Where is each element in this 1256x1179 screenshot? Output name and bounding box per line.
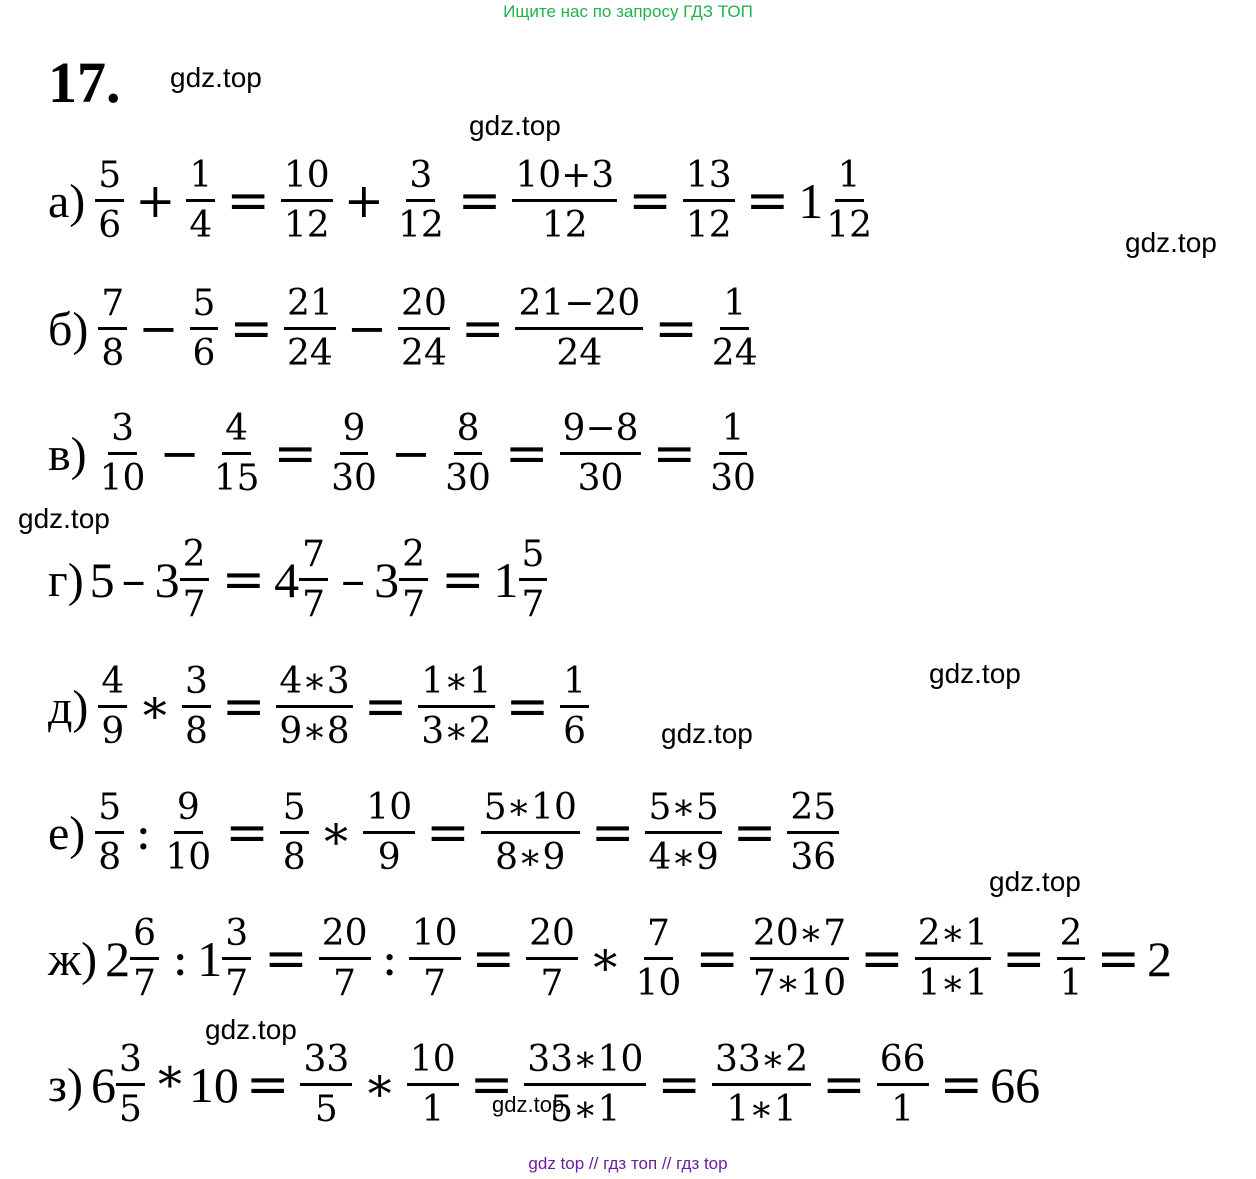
fraction-denominator: 30 (577, 458, 624, 499)
fraction-numerator: 5 (280, 790, 309, 834)
fraction-numerator: 21 (284, 286, 336, 330)
equation-row-a (48, 151, 881, 251)
row-label: б) (48, 302, 89, 356)
fraction-numerator: 4 (98, 664, 127, 708)
operator-sign: ∗ (319, 805, 353, 861)
fraction (645, 787, 721, 878)
equation-row-zh (48, 909, 1172, 1009)
fraction-numerator: 2 (1057, 916, 1086, 960)
operator-sign: ∗ (138, 679, 171, 735)
fraction-denominator: 7 (302, 584, 326, 625)
watermark: gdz.top (1125, 227, 1217, 258)
operator-sign: = (860, 929, 904, 989)
fraction-denominator: 8 (101, 333, 125, 374)
operator-sign: = (363, 677, 408, 737)
fraction (560, 408, 642, 499)
fraction (190, 283, 219, 374)
row-label: г) (48, 553, 84, 607)
fraction-denominator: 7 (521, 584, 545, 625)
fraction-denominator: 5∗1 (550, 1089, 621, 1130)
operator-sign: : (135, 805, 152, 861)
mixed-whole-part: 3 (154, 552, 180, 608)
operator-sign: – (121, 552, 146, 608)
fraction-denominator: 8 (282, 837, 306, 878)
mixed-number (274, 534, 332, 625)
fraction-denominator: 7 (133, 963, 157, 1004)
fraction-numerator: 20 (526, 916, 578, 960)
operator-sign: = (505, 677, 550, 737)
fraction-numerator: 2∗1 (915, 916, 991, 960)
fraction-denominator: 7 (333, 963, 357, 1004)
operator-sign: = (225, 803, 269, 863)
operator-sign: − (138, 301, 179, 357)
fraction (442, 408, 494, 499)
fraction (407, 1039, 459, 1130)
fraction-denominator: 8 (184, 711, 208, 752)
fraction-numerator: 7 (644, 916, 673, 960)
operator-sign: = (590, 803, 635, 863)
operator-sign: = (440, 550, 485, 610)
mixed-number (798, 155, 879, 246)
fraction-denominator: 1 (891, 1089, 915, 1130)
fraction (97, 408, 149, 499)
fraction-numerator: 9 (340, 411, 369, 455)
fraction-numerator: 20∗7 (750, 916, 849, 960)
fraction-numerator: 5∗5 (645, 790, 721, 834)
fraction-denominator: 12 (397, 205, 444, 246)
mixed-number (197, 913, 255, 1004)
mixed-whole-part: 3 (374, 552, 400, 608)
fraction-numerator: 8 (454, 411, 483, 455)
fraction-denominator: 24 (401, 333, 447, 374)
task-number: 17. (48, 50, 121, 115)
operator-sign: = (245, 1055, 290, 1115)
fraction (284, 283, 336, 374)
fraction-numerator: 33∗10 (524, 1042, 646, 1086)
watermark: gdz.top (492, 1092, 565, 1117)
operator-sign: – (341, 552, 366, 608)
fraction-denominator: 4∗9 (648, 837, 719, 878)
fraction-numerator: 5 (95, 790, 124, 834)
mixed-whole-part: 6 (90, 1057, 116, 1113)
fraction-numerator: 3 (222, 916, 251, 960)
fraction-denominator: 3∗2 (421, 711, 492, 752)
fraction (211, 408, 263, 499)
fraction-denominator: 10 (99, 458, 146, 499)
fraction-denominator: 24 (556, 333, 603, 374)
fraction (823, 155, 875, 246)
fraction-numerator: 9 (174, 790, 203, 834)
fraction-denominator: 4 (189, 205, 213, 246)
fraction (409, 913, 461, 1004)
fraction-numerator: 66 (877, 1042, 929, 1086)
fraction-numerator: 1 (186, 158, 215, 202)
fraction (98, 661, 127, 752)
fraction-numerator: 3 (108, 411, 137, 455)
fraction (526, 913, 578, 1004)
fraction-numerator: 1∗1 (418, 664, 494, 708)
fraction (524, 1039, 646, 1130)
bottom-banner[interactable]: gdz top // гдз топ // гдз top (528, 1154, 728, 1173)
fraction (280, 787, 309, 878)
operator-sign: = (457, 171, 502, 231)
watermark: gdz.top (170, 62, 262, 93)
fraction-numerator: 33 (300, 1042, 352, 1086)
operator-sign: = (822, 1055, 866, 1115)
watermark: gdz.top (469, 110, 561, 141)
fraction (399, 534, 428, 625)
fraction-denominator: 6 (192, 333, 216, 374)
operator-sign: = (745, 171, 790, 231)
fraction-numerator: 1 (560, 664, 589, 708)
operator-sign: = (732, 803, 777, 863)
fraction-numerator: 5∗10 (481, 790, 580, 834)
fraction (300, 1039, 352, 1130)
fraction (519, 534, 548, 625)
equation-row-e (48, 783, 843, 883)
mixed-whole-part: 1 (798, 173, 824, 229)
fraction (328, 408, 380, 499)
fraction (915, 913, 991, 1004)
fraction-denominator: 9 (101, 711, 125, 752)
operator-sign: = (504, 424, 549, 484)
fraction-numerator: 1 (719, 411, 748, 455)
fraction (299, 534, 328, 625)
fraction-numerator: 5 (190, 286, 219, 330)
fraction-denominator: 7 (182, 584, 206, 625)
fraction-numerator: 7 (299, 537, 328, 581)
operator-sign: = (471, 929, 516, 989)
operator-sign: = (1001, 929, 1046, 989)
fraction-numerator: 20 (319, 916, 371, 960)
watermark: gdz.top (989, 866, 1081, 897)
operator-sign: = (939, 1055, 984, 1115)
operator-sign: = (652, 424, 697, 484)
operator-sign: : (381, 931, 398, 987)
fraction (98, 283, 127, 374)
operator-sign: = (657, 1055, 701, 1115)
fraction (281, 155, 333, 246)
fraction (162, 787, 214, 878)
fraction-numerator: 4 (222, 411, 251, 455)
fraction-denominator: 12 (685, 205, 732, 246)
watermark: gdz.top (18, 503, 110, 534)
fraction (222, 913, 251, 1004)
fraction-denominator: 7∗10 (752, 963, 847, 1004)
fraction-denominator: 5 (314, 1089, 338, 1130)
row-label: в) (48, 427, 87, 481)
fraction-denominator: 36 (790, 837, 837, 878)
fraction-numerator: 10 (281, 158, 333, 202)
mixed-whole-part: 1 (493, 552, 519, 608)
fraction-numerator: 13 (683, 158, 735, 202)
fraction-denominator: 12 (283, 205, 330, 246)
operator-sign: − (390, 426, 432, 482)
fraction-numerator: 2 (180, 537, 209, 581)
whole-number: 2 (1147, 931, 1173, 987)
operator-sign: = (1096, 929, 1141, 989)
fraction (683, 155, 735, 246)
fraction (709, 283, 761, 374)
fraction-numerator: 7 (98, 286, 127, 330)
fraction-denominator: 12 (826, 205, 872, 246)
fraction-denominator: 30 (710, 458, 756, 499)
operator-sign: + (343, 173, 384, 229)
fraction-numerator: 3 (182, 664, 211, 708)
equation-row-g (48, 530, 553, 630)
fraction-denominator: 1 (1059, 963, 1083, 1004)
fraction-denominator: 9 (377, 837, 401, 878)
equation-row-z (48, 1035, 1040, 1135)
fraction-numerator: 1 (835, 158, 864, 202)
operator-sign: = (221, 550, 266, 610)
mixed-whole-part: 2 (105, 931, 131, 987)
fraction (130, 913, 159, 1004)
fraction-denominator: 5 (118, 1089, 142, 1130)
fraction-numerator: 3 (116, 1042, 145, 1086)
fraction (1057, 913, 1086, 1004)
fraction-denominator: 1∗1 (726, 1089, 797, 1130)
operator-sign: + (135, 173, 176, 229)
operator-sign: = (426, 803, 470, 863)
row-label: ж) (48, 932, 98, 986)
equation-row-v (48, 404, 763, 504)
fraction (319, 913, 371, 1004)
operator-sign: = (469, 1055, 514, 1115)
whole-number: 66 (990, 1057, 1041, 1113)
fraction-denominator: 7 (423, 963, 447, 1004)
equation-row-b (48, 279, 765, 379)
fraction (712, 1039, 811, 1130)
fraction-numerator: 2 (399, 537, 428, 581)
fraction-denominator: 9∗8 (279, 711, 350, 752)
operator-sign: : (172, 931, 189, 987)
whole-number: 5 (89, 552, 115, 608)
fraction-denominator: 7 (225, 963, 249, 1004)
fraction-denominator: 8 (98, 837, 122, 878)
fraction (186, 155, 215, 246)
mixed-whole-part: 4 (274, 552, 300, 608)
operator-sign: = (695, 929, 739, 989)
equation-row-d (48, 657, 593, 757)
fraction (560, 661, 589, 752)
fraction-denominator: 12 (541, 205, 588, 246)
fraction (512, 155, 617, 246)
fraction-numerator: 20 (398, 286, 450, 330)
fraction-denominator: 7 (540, 963, 564, 1004)
fraction (182, 661, 211, 752)
fraction-denominator: 7 (402, 584, 425, 625)
fraction (276, 661, 352, 752)
fraction-denominator: 10 (635, 963, 682, 1004)
row-label: е) (48, 806, 86, 860)
row-label: а) (48, 174, 86, 228)
fraction-numerator: 10 (409, 916, 461, 960)
fraction-numerator: 10 (407, 1042, 459, 1086)
operator-sign: = (221, 677, 266, 737)
operator-sign: * (157, 1057, 182, 1113)
fraction-numerator: 3 (406, 158, 435, 202)
fraction-denominator: 8∗9 (495, 837, 566, 878)
fraction-numerator: 4∗3 (276, 664, 352, 708)
fraction (95, 155, 124, 246)
fraction (877, 1039, 929, 1130)
fraction-numerator: 25 (787, 790, 839, 834)
fraction-denominator: 6 (98, 205, 122, 246)
watermark: gdz.top (205, 1014, 297, 1045)
watermark: gdz.top (929, 658, 1021, 689)
mixed-number (493, 534, 552, 625)
operator-sign: = (654, 299, 698, 359)
mixed-number (154, 534, 213, 625)
operator-sign: = (273, 424, 318, 484)
fraction-denominator: 10 (165, 837, 212, 878)
fraction (633, 913, 685, 1004)
fraction-numerator: 10+3 (512, 158, 617, 202)
top-banner[interactable]: Ищите нас по запросу ГДЗ ТОП (503, 2, 753, 21)
fraction-denominator: 30 (445, 458, 491, 499)
fraction (707, 408, 759, 499)
mixed-number (105, 913, 163, 1004)
fraction (95, 787, 124, 878)
operator-sign: ∗ (588, 931, 622, 987)
fraction-denominator: 15 (213, 458, 260, 499)
fraction-denominator: 24 (287, 333, 333, 374)
fraction-numerator: 5 (519, 537, 548, 581)
fraction-denominator: 24 (711, 333, 758, 374)
row-label: д) (48, 680, 89, 734)
fraction-numerator: 10 (363, 790, 415, 834)
operator-sign: − (346, 301, 388, 357)
fraction-denominator: 6 (563, 711, 587, 752)
fraction-numerator: 9−8 (560, 411, 642, 455)
fraction-numerator: 6 (130, 916, 159, 960)
watermark: gdz.top (661, 718, 753, 749)
fraction (180, 534, 209, 625)
fraction-denominator: 1 (421, 1089, 445, 1130)
fraction (481, 787, 580, 878)
fraction (787, 787, 839, 878)
mixed-number (374, 534, 432, 625)
fraction (395, 155, 447, 246)
fraction-numerator: 1 (720, 286, 749, 330)
mixed-whole-part: 1 (197, 931, 223, 987)
fraction (116, 1039, 145, 1130)
fraction (418, 661, 494, 752)
fraction-denominator: 30 (331, 458, 377, 499)
operator-sign: = (628, 171, 672, 231)
operator-sign: = (226, 171, 270, 231)
fraction-numerator: 5 (95, 158, 124, 202)
fraction (398, 283, 450, 374)
operator-sign: = (460, 299, 505, 359)
fraction-numerator: 21−20 (515, 286, 643, 330)
operator-sign: = (264, 929, 308, 989)
fraction (515, 283, 643, 374)
fraction-denominator: 1∗1 (917, 963, 988, 1004)
mixed-number (90, 1039, 149, 1130)
fraction-numerator: 33∗2 (712, 1042, 811, 1086)
whole-number: 10 (188, 1057, 239, 1113)
fraction (363, 787, 415, 878)
operator-sign: ∗ (363, 1057, 396, 1113)
fraction (750, 913, 849, 1004)
operator-sign: = (229, 299, 274, 359)
row-label: з) (48, 1058, 83, 1112)
operator-sign: − (159, 426, 200, 482)
